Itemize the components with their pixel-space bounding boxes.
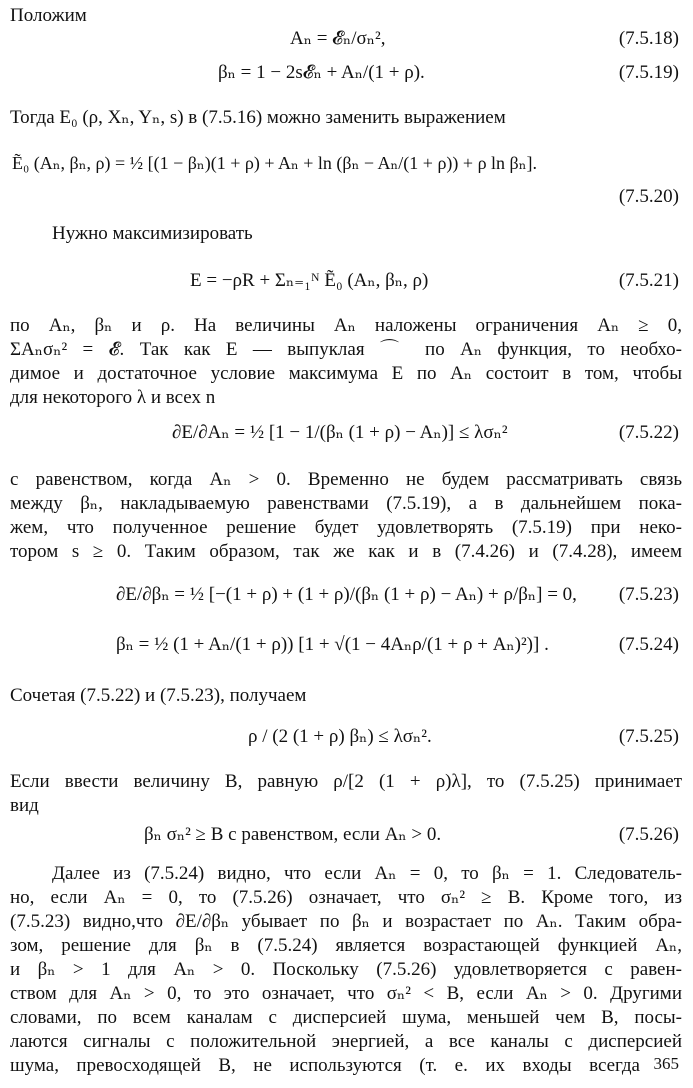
text-line: (7.5.23) видно,что ∂E/∂βₙ убывает по βₙ и возрастает по Aₙ. Таким обра- <box>10 911 682 932</box>
text-line: между βₙ, накладываемую равенствами (7.5.19), а в дальнейшем пока- <box>10 493 682 514</box>
equation-number: (7.5.22) <box>618 422 679 443</box>
text-line: жем, что полученное решение будет удовлетворять (7.5.19) при неко- <box>10 517 682 538</box>
equation-number: (7.5.23) <box>618 584 679 605</box>
text-line: Если ввести величину B, равную ρ/[2 (1 + ρ)λ], то (7.5.25) принимает <box>10 771 682 792</box>
equation-7-5-26: βₙ σₙ² ≥ B с равенством, если Aₙ > 0. <box>144 824 442 845</box>
equation-7-5-24: βₙ = ½ (1 + Aₙ/(1 + ρ)) [1 + √(1 − 4Aₙρ/(1 + ρ + Aₙ)²)] . <box>116 634 549 655</box>
equation-number: (7.5.19) <box>618 62 679 83</box>
text-line: ством для Aₙ > 0, то это означает, что σₙ² < B, если Aₙ > 0. Другими <box>10 983 682 1004</box>
text-line: вид <box>10 795 39 816</box>
equation-number: (7.5.26) <box>618 824 679 845</box>
equation-7-5-19: βₙ = 1 − 2s𝓔ₙ + Aₙ/(1 + ρ). <box>218 62 425 83</box>
equation-7-5-25: ρ / (2 (1 + ρ) βₙ) ≤ λσₙ². <box>248 726 432 747</box>
equation-number: (7.5.18) <box>618 28 679 49</box>
equation-7-5-20: Ẽ₀ (Aₙ, βₙ, ρ) = ½ [(1 − βₙ)(1 + ρ) + Aₙ + ln (βₙ − Aₙ/(1 + ρ)) + ρ ln βₙ]. <box>12 153 537 173</box>
text-line: для некоторого λ и всех n <box>10 387 216 408</box>
text-line: Сочетая (7.5.22) и (7.5.23), получаем <box>10 685 307 706</box>
text-line: Положим <box>10 5 87 26</box>
equation-7-5-23: ∂E/∂βₙ = ½ [−(1 + ρ) + (1 + ρ)/(βₙ (1 + ρ) − Aₙ) + ρ/βₙ] = 0, <box>116 584 577 605</box>
text-line: лаются сигналы с положительной энергией, а все каналы с дисперсией <box>10 1031 682 1052</box>
text-line: но, если Aₙ = 0, то (7.5.26) означает, что σₙ² ≥ B. Кроме того, из <box>10 887 682 908</box>
text-line: Нужно максимизировать <box>52 223 253 244</box>
equation-number: (7.5.25) <box>618 726 679 747</box>
equation-number: (7.5.24) <box>618 634 679 655</box>
text-line: и βₙ > 1 для Aₙ > 0. Поскольку (7.5.26) удовлетворяется с равен- <box>10 959 682 980</box>
text-line: по Aₙ, βₙ и ρ. На величины Aₙ наложены ограничения Aₙ ≥ 0, <box>10 315 682 336</box>
equation-number: (7.5.20) <box>618 186 679 207</box>
text-line: ΣAₙσₙ² = 𝓔. Так как E — выпуклая ⌒ по Aₙ функция, то необхо- <box>10 339 682 360</box>
text-line: словами, по всем каналам с дисперсией шума, меньшей чем B, посы- <box>10 1007 682 1028</box>
text-line: тором s ≥ 0. Таким образом, так же как и в (7.4.26) и (7.4.28), имеем <box>10 541 682 562</box>
text-line: димое и достаточное условие максимума E по Aₙ состоит в том, чтобы <box>10 363 682 384</box>
text-line: шума, превосходящей B, не используются (т. е. их входы всегда <box>10 1055 640 1076</box>
text-line: Далее из (7.5.24) видно, что если Aₙ = 0, то βₙ = 1. Следователь- <box>52 863 682 884</box>
equation-7-5-21: E = −ρR + Σₙ₌₁ᴺ Ẽ₀ (Aₙ, βₙ, ρ) <box>190 270 429 291</box>
equation-number: (7.5.21) <box>618 270 679 291</box>
text-line: Тогда E₀ (ρ, Xₙ, Yₙ, s) в (7.5.16) можно заменить выражением <box>10 107 506 128</box>
equation-7-5-22: ∂E/∂Aₙ = ½ [1 − 1/(βₙ (1 + ρ) − Aₙ)] ≤ λσₙ² <box>172 422 508 443</box>
text-line: с равенством, когда Aₙ > 0. Временно не будем рассматривать связь <box>10 469 682 490</box>
text-line: зом, решение для βₙ в (7.5.24) является возрастающей функцией Aₙ, <box>10 935 682 956</box>
page-number: 365 <box>653 1054 679 1073</box>
equation-7-5-18: Aₙ = 𝓔ₙ/σₙ², <box>290 28 386 49</box>
